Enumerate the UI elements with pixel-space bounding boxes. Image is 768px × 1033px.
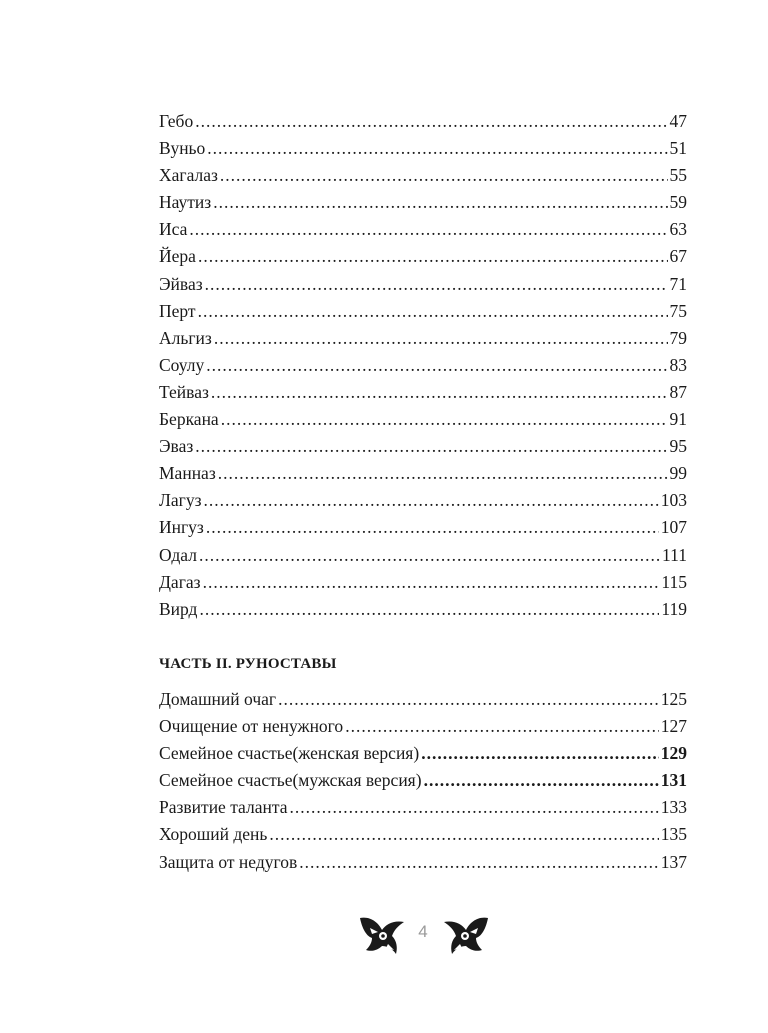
toc-entry-page: 99 bbox=[669, 463, 687, 484]
toc-entry-page: 95 bbox=[669, 436, 687, 457]
toc-entry bbox=[159, 821, 687, 848]
toc-entry-title: Тейваз bbox=[159, 381, 209, 402]
toc-leader-dots bbox=[205, 271, 668, 298]
toc-entry bbox=[159, 596, 687, 623]
toc-entry bbox=[159, 379, 687, 406]
toc-entry bbox=[159, 162, 687, 189]
toc-entry-page: 119 bbox=[661, 598, 687, 619]
toc-entry bbox=[159, 794, 687, 821]
toc-entry-page: 91 bbox=[669, 409, 687, 430]
toc-entry-page: 87 bbox=[669, 381, 687, 402]
toc-entry bbox=[159, 325, 687, 352]
toc-entry-title: Беркана bbox=[159, 409, 219, 430]
toc-leader-dots bbox=[218, 460, 668, 487]
toc-leader-dots bbox=[199, 596, 659, 623]
toc-leader-dots bbox=[206, 514, 659, 541]
toc-entry-title: Защита от недугов bbox=[159, 851, 298, 872]
toc-entry-page: 125 bbox=[660, 689, 687, 709]
toc-entry-title: Гебо bbox=[159, 111, 194, 131]
toc-leader-dots bbox=[213, 189, 667, 216]
toc-leader-dots bbox=[269, 821, 658, 848]
toc-entry-title: Иса bbox=[159, 219, 188, 240]
page-number: 4 bbox=[418, 922, 428, 941]
toc-leader-dots bbox=[421, 740, 659, 767]
toc-entry-page: 59 bbox=[669, 192, 687, 213]
toc-leader-dots bbox=[195, 433, 667, 460]
toc-entry-page: 51 bbox=[669, 138, 687, 159]
toc-leader-dots bbox=[221, 406, 668, 433]
toc-entry bbox=[159, 542, 687, 569]
toc-entry-title: Наутиз bbox=[159, 192, 212, 213]
toc-entry bbox=[159, 849, 687, 876]
toc-entry bbox=[159, 189, 687, 216]
toc-entry-page: 71 bbox=[669, 273, 687, 294]
toc-entry-page: 79 bbox=[669, 327, 687, 348]
toc-entry bbox=[159, 713, 687, 740]
toc-entry bbox=[159, 740, 687, 767]
toc-entry-page: 135 bbox=[660, 824, 687, 845]
toc-entry-title: Одал bbox=[159, 544, 197, 565]
page-footer bbox=[0, 908, 768, 960]
toc-leader-dots bbox=[289, 794, 658, 821]
toc-entry-title: Вирд bbox=[159, 598, 198, 619]
toc-leader-dots bbox=[189, 216, 667, 243]
toc-entry-title: Эваз bbox=[159, 436, 194, 457]
toc-leader-dots bbox=[424, 767, 659, 794]
toc-leader-dots bbox=[345, 713, 659, 740]
toc-entry-title: Дагаз bbox=[159, 571, 201, 592]
toc-leader-dots bbox=[199, 542, 660, 569]
toc-entry-title: Йера bbox=[159, 246, 196, 267]
toc-entry-title: Домашний очаг bbox=[159, 689, 277, 709]
toc-entry bbox=[159, 767, 687, 794]
toc-entry-page: 75 bbox=[669, 300, 687, 321]
toc-entry-title: Манназ bbox=[159, 463, 216, 484]
toc-entry bbox=[159, 271, 687, 298]
toc-entry-title: Развитие таланта bbox=[159, 797, 288, 818]
toc-entry-title: Семейное счастье(женская версия) bbox=[159, 743, 420, 764]
toc-entry-page: 103 bbox=[660, 490, 687, 511]
toc-entry bbox=[159, 433, 687, 460]
toc-entry-title: Соулу bbox=[159, 354, 205, 375]
toc-entry-title: Хагалаз bbox=[159, 165, 218, 186]
toc-entry-title: Эйваз bbox=[159, 273, 203, 294]
toc-leader-dots bbox=[203, 487, 658, 514]
toc-entry-title: Перт bbox=[159, 300, 196, 321]
toc-leader-dots bbox=[203, 569, 660, 596]
toc-leader-dots bbox=[198, 298, 668, 325]
toc-entry-title: Хороший день bbox=[159, 824, 268, 845]
toc-leader-dots bbox=[214, 325, 668, 352]
toc-part1 bbox=[159, 108, 687, 623]
toc-entry-page: 131 bbox=[660, 770, 687, 791]
section-heading-part2: ЧАСТЬ II. РУНОСТАВЫ bbox=[159, 656, 337, 672]
toc-entry bbox=[159, 487, 687, 514]
toc-entry-page: 107 bbox=[660, 517, 687, 538]
toc-entry-page: 55 bbox=[669, 165, 687, 186]
bird-ornament-icon bbox=[440, 908, 492, 960]
toc-entry-page: 47 bbox=[669, 111, 687, 131]
toc-entry bbox=[159, 108, 687, 135]
toc-part2 bbox=[159, 686, 687, 876]
toc-leader-dots bbox=[207, 135, 667, 162]
toc-entry bbox=[159, 686, 687, 713]
toc-entry bbox=[159, 406, 687, 433]
toc-entry-page: 67 bbox=[669, 246, 687, 267]
toc-leader-dots bbox=[211, 379, 668, 406]
toc-entry bbox=[159, 216, 687, 243]
toc-entry bbox=[159, 243, 687, 270]
toc-leader-dots bbox=[278, 686, 659, 713]
toc-entry bbox=[159, 514, 687, 541]
toc-entry-page: 133 bbox=[660, 797, 687, 818]
toc-entry bbox=[159, 135, 687, 162]
toc-entry bbox=[159, 298, 687, 325]
toc-entry-title: Вуньо bbox=[159, 138, 206, 159]
toc-entry-page: 83 bbox=[669, 354, 687, 375]
toc-entry-page: 63 bbox=[669, 219, 687, 240]
toc-leader-dots bbox=[198, 243, 668, 270]
toc-entry-title: Альгиз bbox=[159, 327, 212, 348]
toc-leader-dots bbox=[299, 849, 659, 876]
toc-entry bbox=[159, 460, 687, 487]
bird-ornament-icon bbox=[356, 908, 408, 960]
toc-entry-page: 115 bbox=[661, 571, 687, 592]
toc-entry-page: 127 bbox=[660, 716, 687, 737]
toc-leader-dots bbox=[220, 162, 668, 189]
toc-entry-title: Лагуз bbox=[159, 490, 202, 511]
toc-entry-title: Семейное счастье(мужская версия) bbox=[159, 770, 422, 791]
toc-leader-dots bbox=[195, 108, 667, 135]
toc-entry bbox=[159, 569, 687, 596]
toc-entry-page: 111 bbox=[662, 544, 687, 565]
toc-entry-title: Ингуз bbox=[159, 517, 204, 538]
toc-entry-page: 137 bbox=[660, 851, 687, 872]
toc-entry-page: 129 bbox=[660, 743, 687, 764]
toc-entry-title: Очищение от ненужного bbox=[159, 716, 344, 737]
toc-entry bbox=[159, 352, 687, 379]
toc-leader-dots bbox=[206, 352, 667, 379]
